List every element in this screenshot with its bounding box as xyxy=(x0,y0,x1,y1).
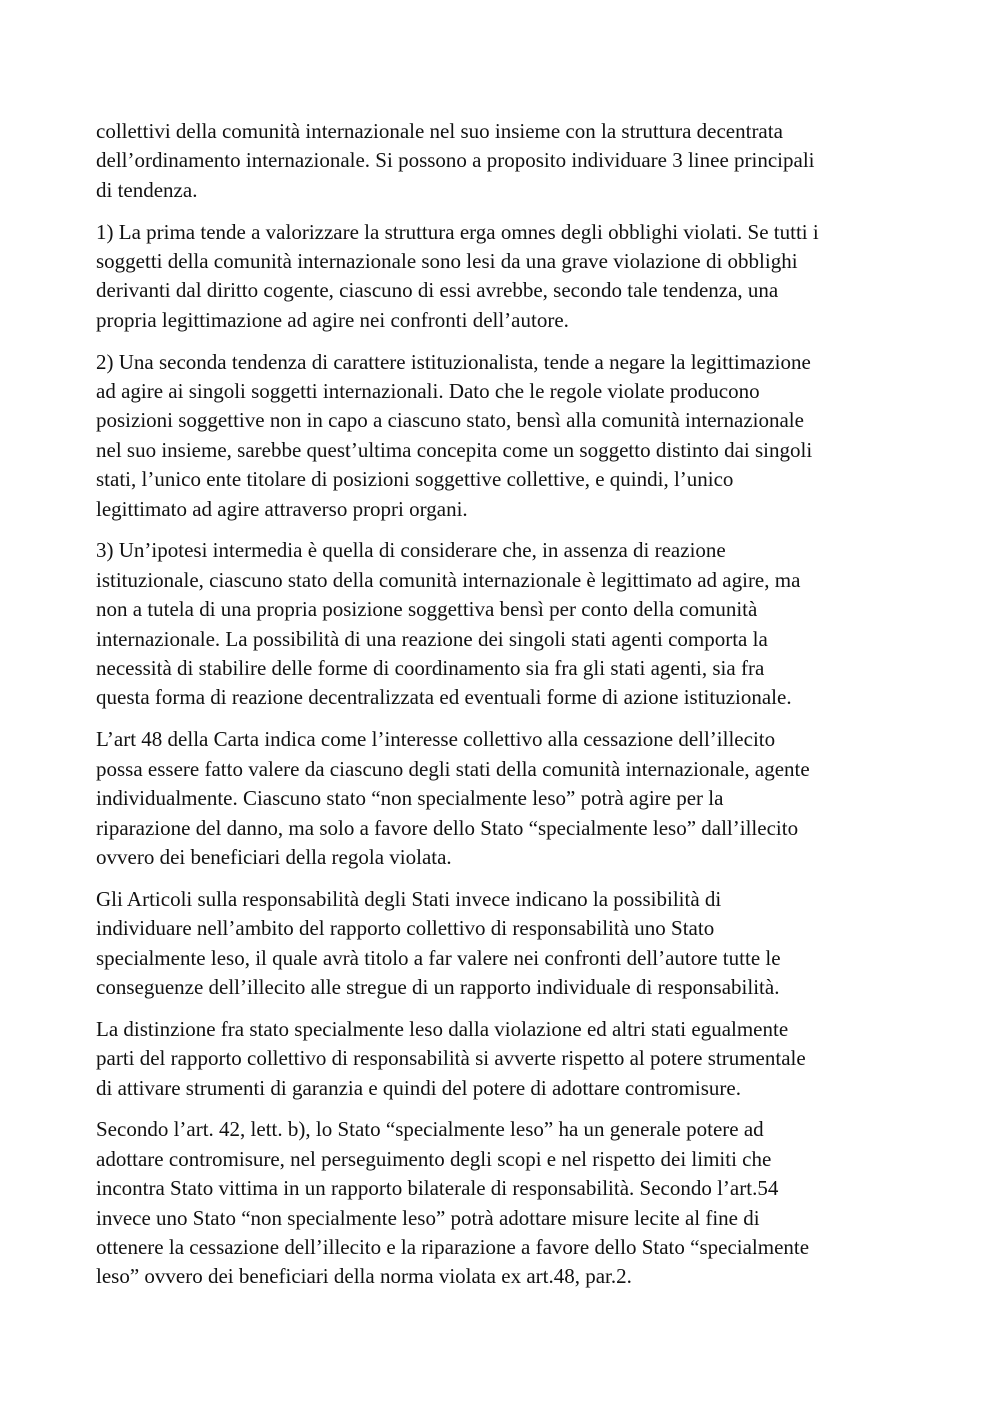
text-line: individualmente. Ciascuno stato “non specialmente leso” potrà agire per la xyxy=(96,786,724,811)
text-line: nel suo insieme, sarebbe quest’ultima concepita come un soggetto distinto dai singoli xyxy=(96,437,813,462)
text-line: conseguenze dell’illecito alle stregue di un rapporto individuale di responsabilità. xyxy=(96,974,780,999)
text-line: 1) La prima tende a valorizzare la struttura erga omnes degli obblighi violati. Se tutti i xyxy=(96,219,819,244)
text-line: La distinzione fra stato specialmente leso dalla violazione ed altri stati egualmente xyxy=(96,1016,789,1041)
text-line: posizioni soggettive non in capo a ciascuno stato, bensì alla comunità internazionale xyxy=(96,408,804,433)
text-line: derivanti dal diritto cogente, ciascuno di essi avrebbe, secondo tale tendenza, una xyxy=(96,278,779,303)
text-line: 2) Una seconda tendenza di carattere istituzionalista, tende a negare la legittimazione xyxy=(96,349,811,374)
text-line: ottenere la cessazione dell’illecito e la riparazione a favore dello Stato “specialmente xyxy=(96,1234,810,1259)
text-line: ad agire ai singoli soggetti internazionali. Dato che le regole violate producono xyxy=(96,379,760,404)
document-page xyxy=(96,117,916,1304)
text-line: invece uno Stato “non specialmente leso” potrà adottare misure lecite al fine di xyxy=(96,1205,760,1230)
text-line: 3) Un’ipotesi intermedia è quella di considerare che, in assenza di reazione xyxy=(96,538,726,563)
text-line: non a tutela di una propria posizione soggettiva bensì per conto della comunità xyxy=(96,597,758,622)
text-line: di attivare strumenti di garanzia e quindi del potere di adottare contromisure. xyxy=(96,1075,741,1100)
text-line: incontra Stato vittima in un rapporto bilaterale di responsabilità. Secondo l’art.54 xyxy=(96,1176,779,1201)
tendency-2-paragraph xyxy=(96,348,916,524)
text-line: collettivi della comunità internazionale nel suo insieme con la struttura decentrata xyxy=(96,119,783,143)
tendency-3-paragraph xyxy=(96,536,916,712)
text-line: riparazione del danno, ma solo a favore dello Stato “specialmente leso” dall’illecito xyxy=(96,815,799,840)
text-line: internazionale. La possibilità di una reazione dei singoli stati agenti comporta la xyxy=(96,626,768,651)
text-line: di tendenza. xyxy=(96,177,198,202)
text-line: parti del rapporto collettivo di responsabilità si avverte rispetto al potere strumentale xyxy=(96,1046,806,1071)
text-line: L’art 48 della Carta indica come l’interesse collettivo alla cessazione dell’illecito xyxy=(96,727,776,752)
art-42-paragraph xyxy=(96,1115,916,1291)
text-line: individuare nell’ambito del rapporto collettivo di responsabilità uno Stato xyxy=(96,916,715,941)
text-line: soggetti della comunità internazionale sono lesi da una grave violazione di obblighi xyxy=(96,249,798,274)
text-line: necessità di stabilire delle forme di coordinamento sia fra gli stati agenti, sia fra xyxy=(96,656,765,681)
text-line: possa essere fatto valere da ciascuno degli stati della comunità internazionale, agente xyxy=(96,756,810,781)
text-line: legittimato ad agire attraverso propri organi. xyxy=(96,496,468,521)
art-48-paragraph xyxy=(96,725,916,872)
text-line: adottare contromisure, nel perseguimento degli scopi e nel rispetto dei limiti che xyxy=(96,1146,772,1171)
intro-paragraph xyxy=(96,117,916,205)
text-line: Secondo l’art. 42, lett. b), lo Stato “specialmente leso” ha un generale potere ad xyxy=(96,1117,764,1142)
articles-paragraph xyxy=(96,885,916,1003)
tendency-1-paragraph xyxy=(96,218,916,336)
text-line: propria legittimazione ad agire nei confronti dell’autore. xyxy=(96,307,569,332)
text-line: specialmente leso, il quale avrà titolo a far valere nei confronti dell’autore tutte le xyxy=(96,945,781,970)
text-line: ovvero dei beneficiari della regola violata. xyxy=(96,844,452,869)
text-line: leso” ovvero dei beneficiari della norma violata ex art.48, par.2. xyxy=(96,1264,632,1289)
distinction-paragraph xyxy=(96,1015,916,1103)
text-line: questa forma di reazione decentralizzata ed eventuali forme di azione istituzionale. xyxy=(96,685,792,710)
text-line: Gli Articoli sulla responsabilità degli Stati invece indicano la possibilità di xyxy=(96,886,722,911)
text-line: dell’ordinamento internazionale. Si possono a proposito individuare 3 linee principali xyxy=(96,148,815,173)
text-line: istituzionale, ciascuno stato della comunità internazionale è legittimato ad agire, ma xyxy=(96,567,801,592)
text-line: stati, l’unico ente titolare di posizioni soggettive collettive, e quindi, l’unico xyxy=(96,467,734,492)
